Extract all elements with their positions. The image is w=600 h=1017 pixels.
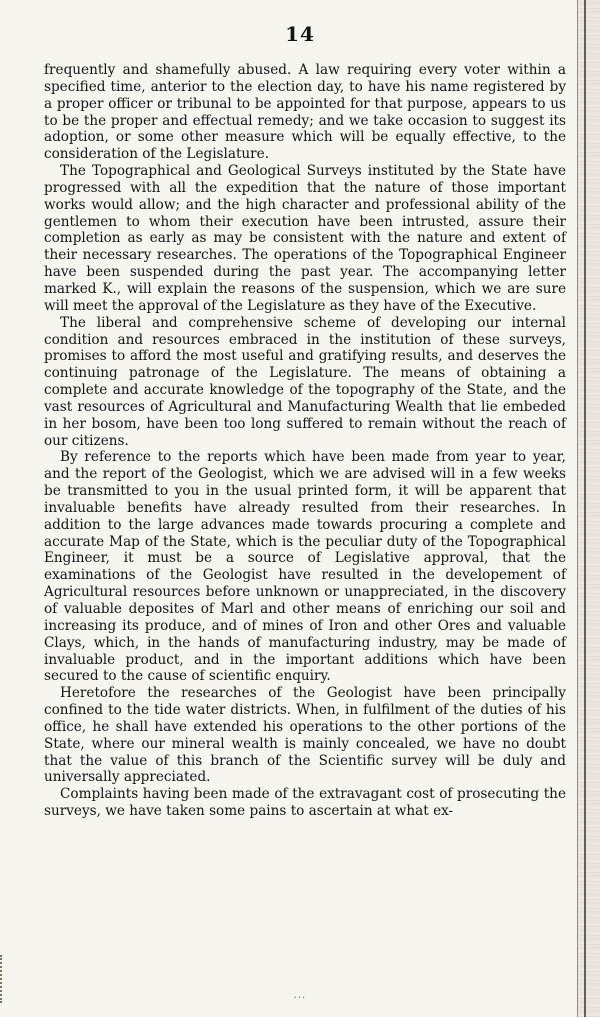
paragraph-continued: frequently and shamefully abused. A law requiring every voter within a specified time, anterior to the election day, to have his name registered by a proper officer or tribunal to be appointed for that purpose, appears to us to be the proper and effectual remedy; and we take occasion to suggest its adoption, or some other measure which will be equally effective, to the consideration of the Legislature. <box>44 62 566 163</box>
body-text <box>44 62 566 820</box>
paragraph-geologist-reports: By reference to the reports which have been made from year to year, and the report of the Geologist, which we are advised will in a few weeks be transmitted to you in the usual printed form, it will be apparent that invaluable benefits have already resulted from their researches. In addition to the large advances made towards procuring a complete and accurate Map of the State, which is the peculiar duty of the Topographical Engineer, it must be a source of Legislative approval, that the examinations of the Geologist have resulted in the developement of Agricultural resources before unknown or unappreciated, in the discovery of valuable deposites of Marl and other means of enriching our soil and increasing its produce, and of mines of Iron and other Ores and valuable Clays, which, in the hands of manufacturing industry, may be made of invaluable product, and in the important additions which have been secured to the cause of scientific enquiry. <box>44 449 566 685</box>
paragraph-surveys: The Topographical and Geological Surveys instituted by the State have progressed with all the expedition that the nature of those important works would allow; and the high character and professional ability of the gentlemen to whom their execution have been intrusted, assure their completion as early as may be consistent with the nature and extent of their necessary researches. The operations of the Topographical Engineer have been suspended during the past year. The accompanying letter marked K., will explain the reasons of the suspension, which we are sure will meet the approval of the Legislature as they have of the Executive. <box>44 163 566 314</box>
paragraph-complaints: Complaints having been made of the extravagant cost of prosecuting the surveys, we have taken some pains to ascertain at what ex- <box>44 786 566 820</box>
paragraph-resources: The liberal and comprehensive scheme of developing our internal condition and resources embraced in the institution of these surveys, promises to afford the most useful and gratifying results, and deserves the continuing patronage of the Legislature. The means of obtaining a complete and accurate knowledge of the topography of the State, and the vast resources of Agricultural and Manufacturing Wealth that lie embeded in her bosom, have been too long suffered to remain without the reach of our citizens. <box>44 314 566 449</box>
page-edge-speck <box>0 955 8 1003</box>
page-number: 14 <box>285 22 315 46</box>
paragraph-tide-water: Heretofore the researches of the Geologist have been principally confined to the tide water districts. When, in fulfilment of the duties of his office, he shall have extended his operations to the other portions of the State, where our mineral wealth is mainly concealed, we have no doubt that the value of this branch of the Scientific survey will be duly and universally appreciated. <box>44 685 566 786</box>
footer-mark: ... <box>293 990 307 1001</box>
binding-edge <box>577 0 600 1017</box>
binding-line <box>584 0 586 1017</box>
